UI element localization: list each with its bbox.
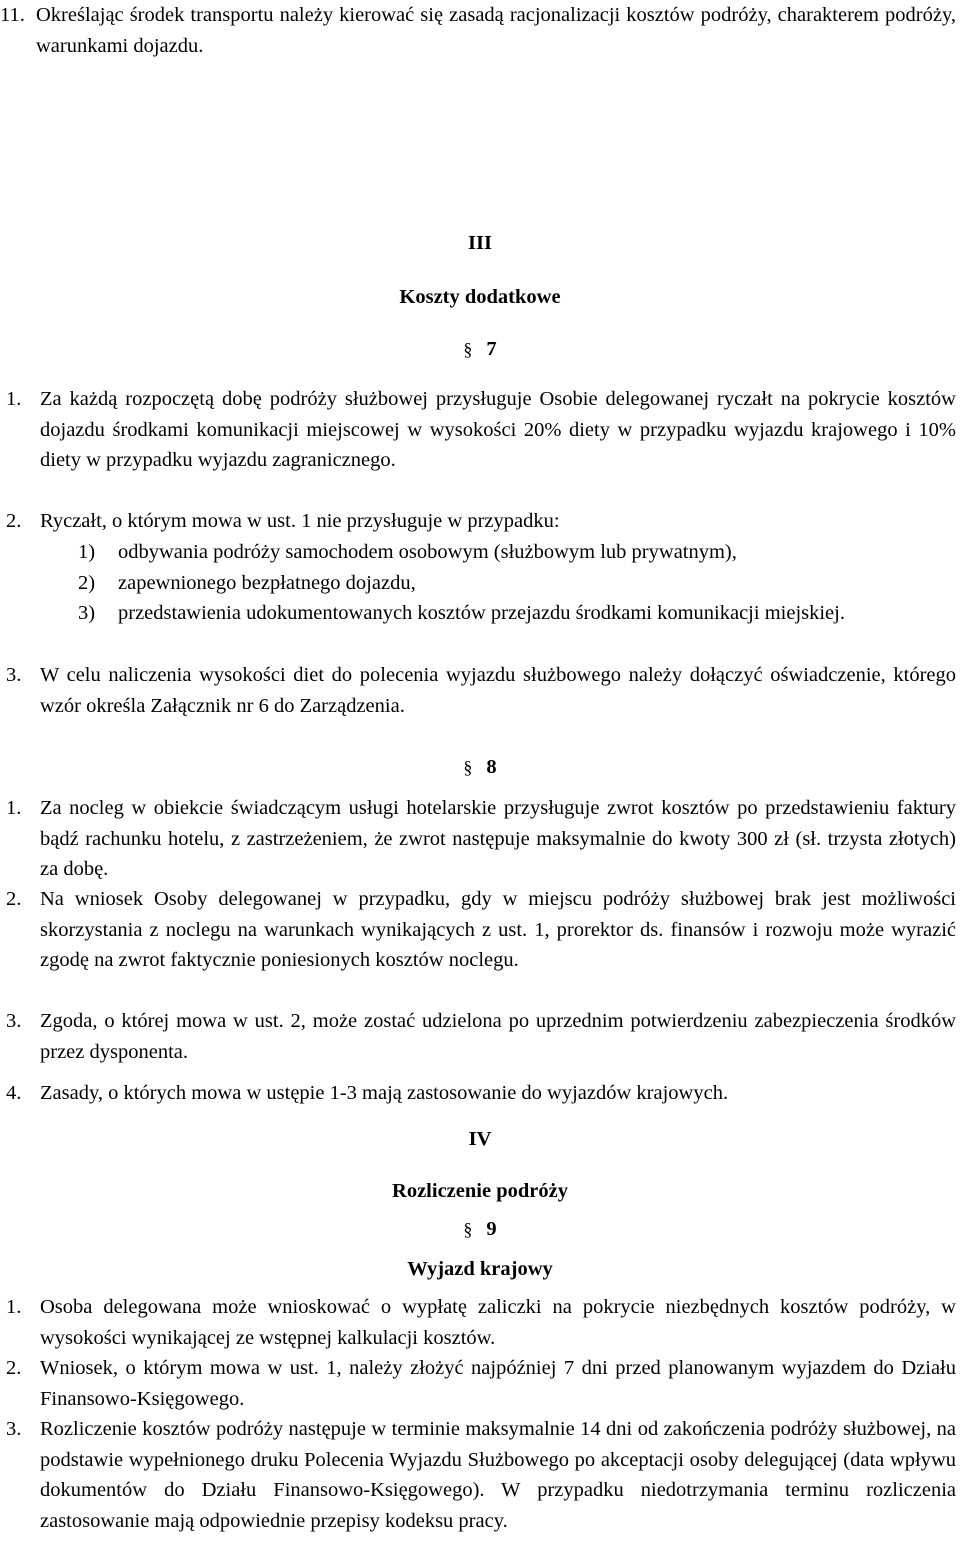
paragraph-number: 8 — [486, 756, 497, 778]
section-roman-iii: III — [468, 232, 492, 254]
item-number: 4. — [6, 1082, 22, 1104]
paragraph-heading-9 — [0, 1214, 960, 1245]
item-text: Osoba delegowana może wnioskować o wypłatę zaliczki na pokrycie niezbędnych kosztów podróży, w wysokości wynikającej ze wstępnej kalkulacji kosztów. — [40, 1296, 956, 1349]
section-sign-icon: § — [463, 339, 473, 359]
item-text: Określając środek transportu należy kierować się zasadą racjonalizacji kosztów podróży, charakterem podróży, warunkami dojazdu. — [36, 4, 956, 57]
section-sign-icon: § — [463, 757, 473, 777]
item-number: 1. — [6, 388, 22, 410]
item-text: Wniosek, o którym mowa w ust. 1, należy złożyć najpóźniej 7 dni przed planowanym wyjazdem do Działu Finansowo-Księgowego. — [40, 1357, 956, 1410]
par9-item-2 — [0, 1353, 956, 1415]
paragraph-subtitle-wyjazd-krajowy: Wyjazd krajowy — [407, 1258, 553, 1280]
subitem-number: 2) — [78, 572, 96, 594]
item-text: Rozliczenie kosztów podróży następuje w terminie maksymalnie 14 dni od zakończenia podróży służbowej, na podstawie wypełnionego druku Polecenia Wyjazdu Służbowego po akceptacji osoby delegującej (data wpływu dokumentów do Działu Finansowo-Księgowego). W przypadku niedotrzymania terminu rozliczenia zastosowanie mają odpowiednie przepisy kodeksu pracy. — [40, 1418, 956, 1532]
section-title-rozliczenie-podrozy: Rozliczenie podróży — [392, 1180, 568, 1202]
item-text: Za nocleg w obiekcie świadczącym usługi hotelarskie przysługuje zwrot kosztów po przedstawieniu faktury bądź rachunku hotelu, z zastrzeżeniem, że zwrot następuje maksymalnie do kwoty 300 zł (sł. trzysta złotych) za dobę. — [40, 797, 956, 880]
par8-item-3 — [0, 1006, 956, 1068]
par7-item-3 — [0, 660, 956, 722]
section-sign-icon: § — [463, 1219, 473, 1239]
par7-item-1 — [0, 384, 956, 508]
par9-item-3 — [0, 1414, 956, 1566]
item-number: 2. — [6, 1357, 22, 1379]
item-number: 3. — [6, 664, 22, 686]
par7-subitem-2 — [78, 568, 956, 599]
item-number: 11. — [0, 4, 25, 26]
section-title-koszty-dodatkowe: Koszty dodatkowe — [399, 286, 561, 308]
par7-subitem-1 — [78, 537, 956, 568]
item-number: 3. — [6, 1418, 22, 1440]
par8-item-2 — [0, 884, 956, 1008]
item-text: Ryczałt, o którym mowa w ust. 1 nie przysługuje w przypadku: — [40, 510, 560, 532]
item-text: Za każdą rozpoczętą dobę podróży służbowej przysługuje Osobie delegowanej ryczałt na pokrycie kosztów dojazdu środkami komunikacji miejscowej w wysokości 20% diety w przypadku wyjazdu krajowego i 10% diety w przypadku wyjazdu zagranicznego. — [40, 388, 956, 471]
item-number: 2. — [6, 510, 22, 532]
subitem-number: 3) — [78, 602, 96, 624]
paragraph-heading-7 — [0, 334, 960, 365]
subitem-text: zapewnionego bezpłatnego dojazdu, — [118, 572, 416, 594]
item-number: 1. — [6, 1296, 22, 1318]
item-number: 1. — [6, 797, 22, 819]
par8-item-4 — [0, 1078, 956, 1109]
section-roman-iv: IV — [468, 1128, 492, 1150]
item-text: W celu naliczenia wysokości diet do polecenia wyjazdu służbowego należy dołączyć oświadczenie, którego wzór określa Załącznik nr 6 do Zarządzenia. — [40, 664, 956, 717]
par7-subitem-3 — [78, 598, 956, 660]
item-text: Zasady, o których mowa w ustępie 1-3 mają zastosowanie do wyjazdów krajowych. — [40, 1082, 729, 1104]
paragraph-item-11 — [0, 0, 956, 62]
paragraph-heading-8 — [0, 752, 960, 783]
paragraph-number: 9 — [486, 1218, 497, 1240]
subitem-text: przedstawienia udokumentowanych kosztów przejazdu środkami komunikacji miejskiej. — [118, 602, 845, 624]
par8-item-1 — [0, 793, 956, 886]
item-text: Na wniosek Osoby delegowanej w przypadku, gdy w miejscu podróży służbowej brak jest możliwości skorzystania z noclegu na warunkach wynikających z ust. 1, prorektor ds. finansów i rozwoju może wyrazić zgodę na zwrot faktycznie poniesionych kosztów noclegu. — [40, 888, 956, 971]
par9-item-1 — [0, 1292, 956, 1354]
item-number: 3. — [6, 1010, 22, 1032]
subitem-number: 1) — [78, 541, 96, 563]
item-number: 2. — [6, 888, 22, 910]
item-text: Zgoda, o której mowa w ust. 2, może zostać udzielona po uprzednim potwierdzeniu zabezpieczenia środków przez dysponenta. — [40, 1010, 956, 1063]
paragraph-number: 7 — [486, 338, 497, 360]
par7-item-2 — [0, 506, 956, 537]
subitem-text: odbywania podróży samochodem osobowym (służbowym lub prywatnym), — [118, 541, 737, 563]
